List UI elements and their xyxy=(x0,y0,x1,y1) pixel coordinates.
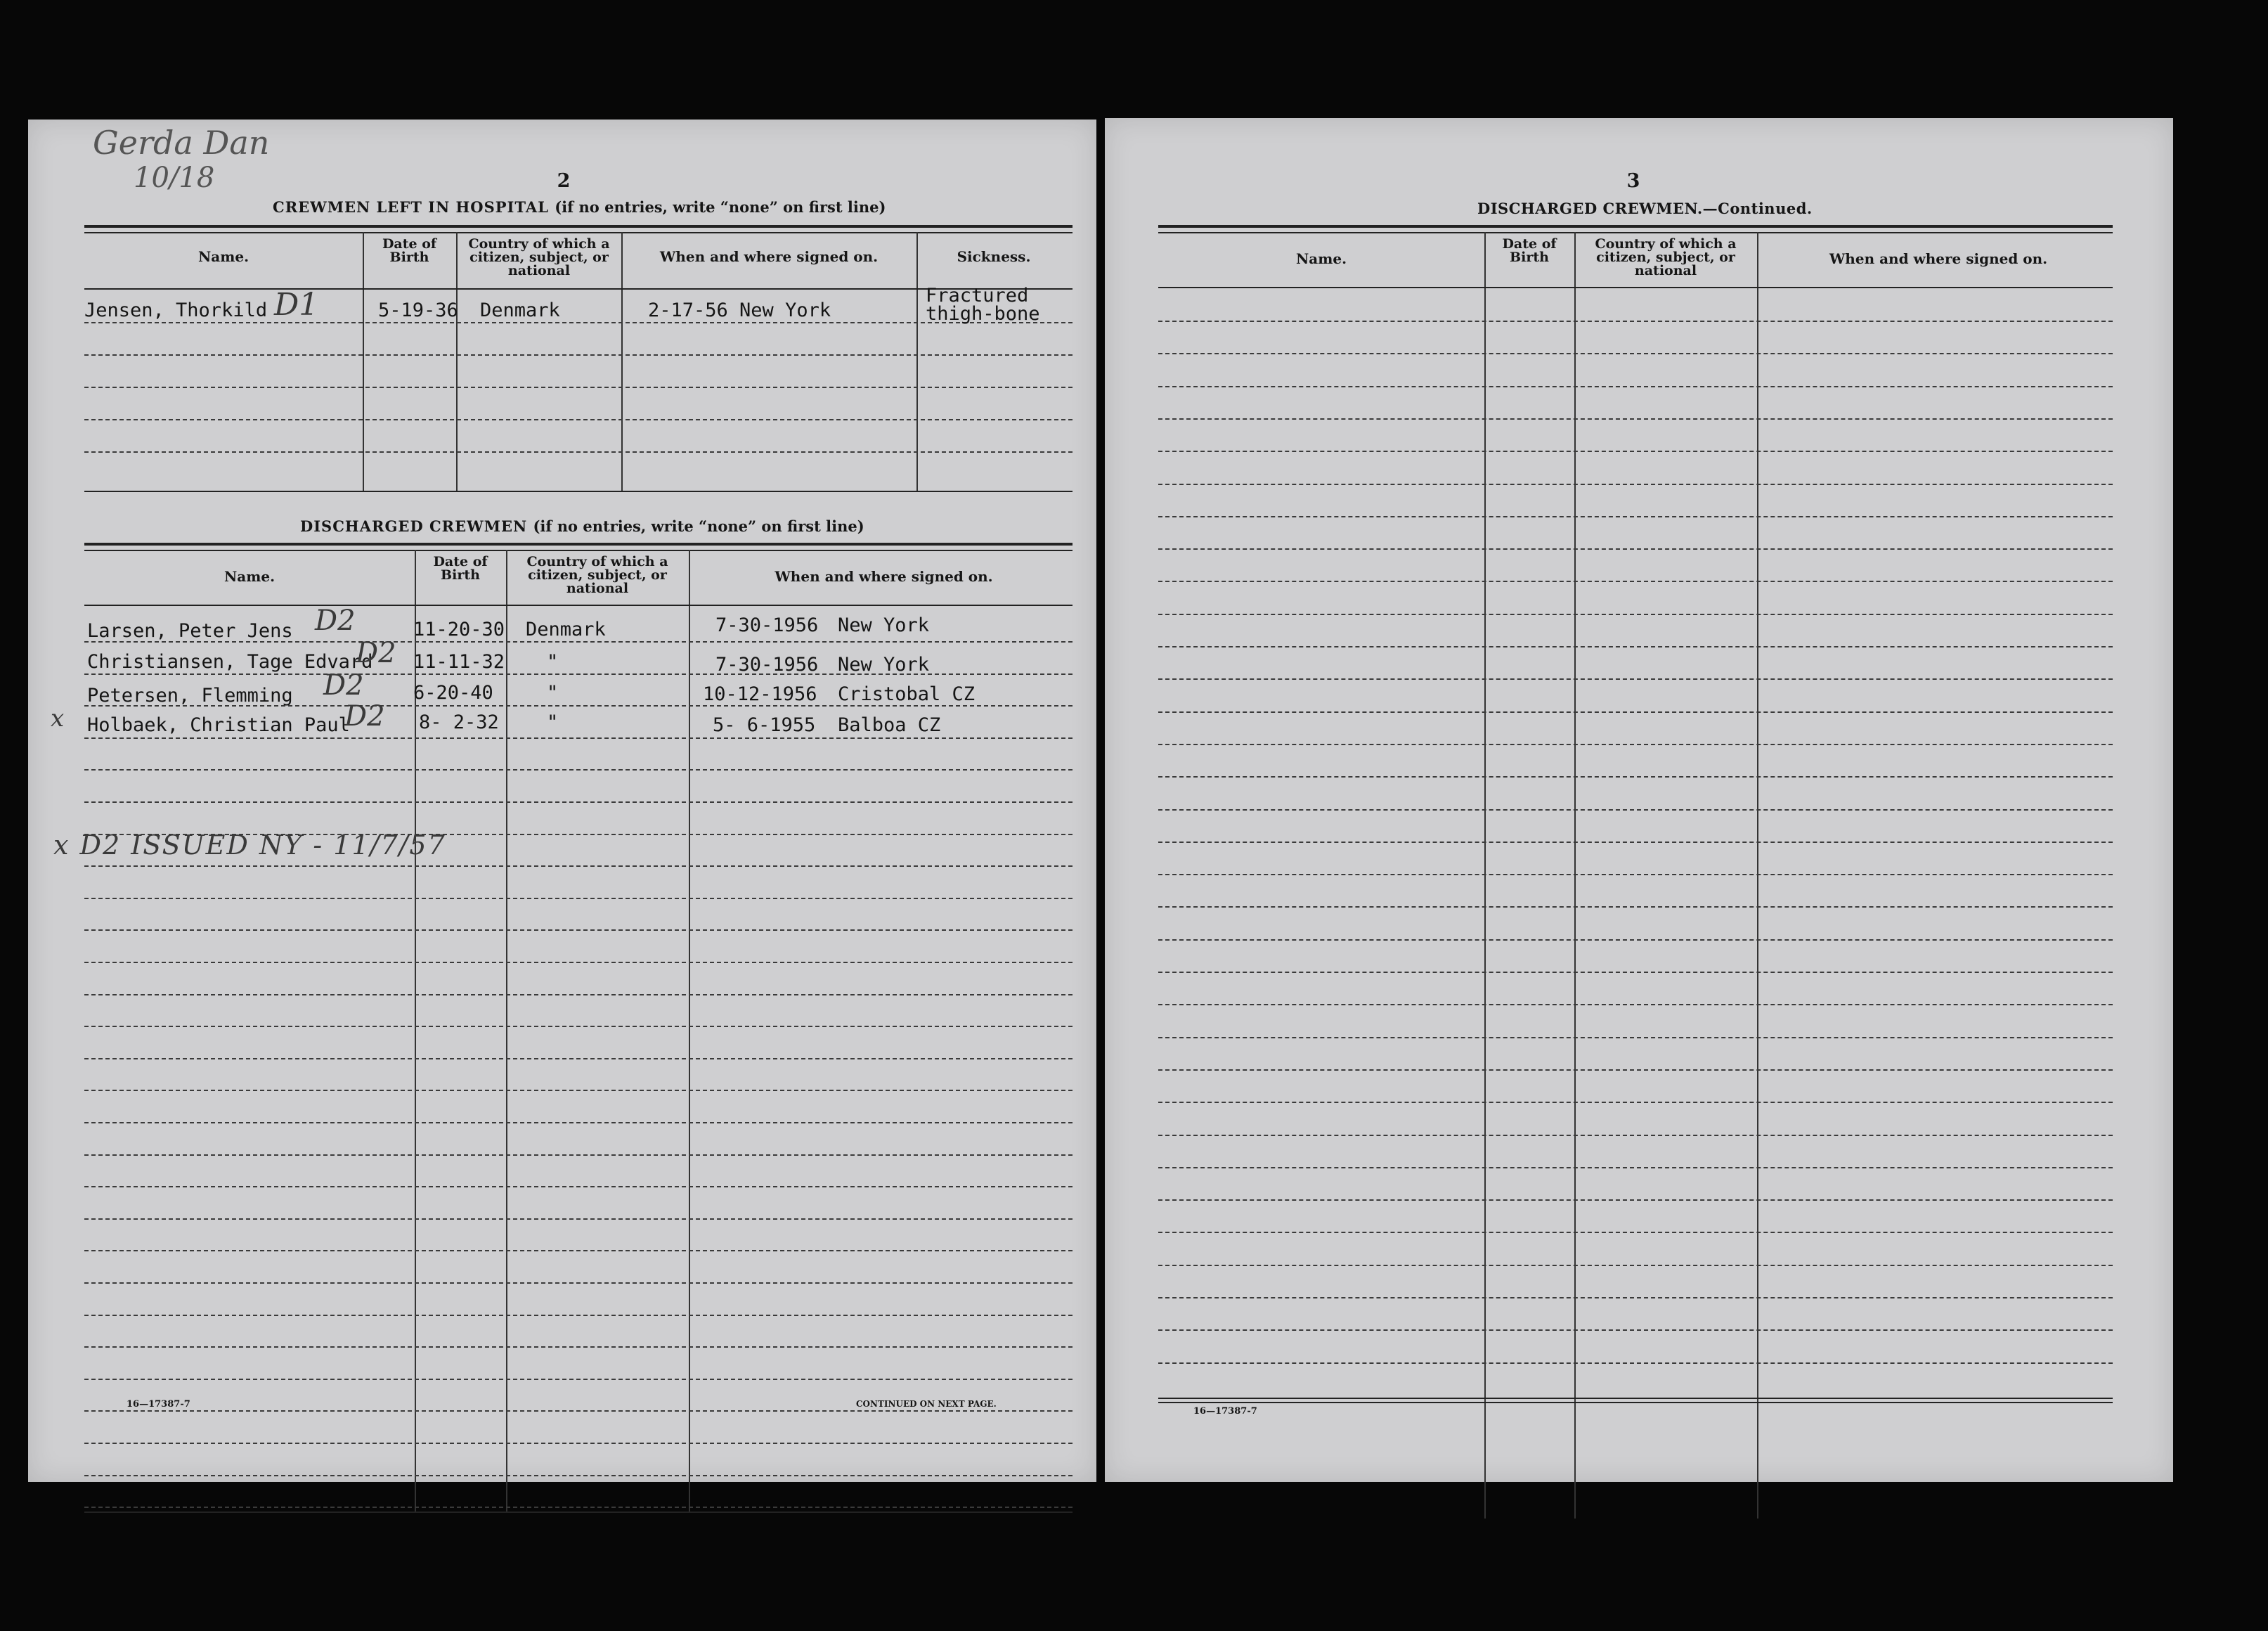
ruled-line xyxy=(1158,484,2113,485)
discharged-section-title xyxy=(300,517,864,535)
discharged-cell-signed-place: New York xyxy=(838,614,930,636)
discharged-cell-signed-place: Cristobal CZ xyxy=(838,683,976,705)
discharged-cell-name: Petersen, Flemming xyxy=(87,685,293,707)
ruled-line xyxy=(84,1475,1073,1476)
hospital-row-line xyxy=(84,451,1073,453)
discharged-cell-signed-date: 10-12-1956 xyxy=(703,683,817,705)
ruled-line xyxy=(84,1218,1073,1220)
ruled-line xyxy=(84,1122,1073,1123)
ruled-line xyxy=(1158,842,2113,843)
discharged-cell-mark: D2 xyxy=(344,700,385,733)
ruled-line xyxy=(84,1379,1073,1380)
discharged-row-prefix-mark: x xyxy=(51,704,65,733)
right-col-name: Name. xyxy=(1295,250,1347,267)
ruled-line xyxy=(84,801,1073,803)
ruled-line xyxy=(84,737,1073,739)
right-top-rule-2 xyxy=(1158,232,2113,233)
discharged-cell-signed-place: Balboa CZ xyxy=(838,714,941,736)
discharged-cell-signed-date: 7-30-1956 xyxy=(715,654,819,676)
ruled-line xyxy=(84,865,1073,867)
hospital-cell-dob: 5-19-36 xyxy=(378,299,458,321)
ruled-line xyxy=(84,769,1073,771)
ruled-line xyxy=(84,1507,1073,1508)
ruled-line xyxy=(84,1186,1073,1187)
discharged-cell-country: " xyxy=(547,711,559,733)
form-number-right: 16—17387-7 xyxy=(1193,1406,1257,1417)
discharged-cell-dob: 6-20-40 xyxy=(413,682,493,704)
hospital-cell-signed: 2-17-56 New York xyxy=(648,299,831,321)
hospital-header-rule xyxy=(84,288,1073,290)
handwritten-issued-note: x D2 ISSUED NY - 11/7/57 xyxy=(53,830,446,860)
ruled-line xyxy=(1158,1135,2113,1136)
discharged-col-country: Country of which a citizen, subject, or national xyxy=(526,554,668,596)
discharged-cell-mark: D2 xyxy=(323,669,364,702)
discharged-cell-mark: D2 xyxy=(356,637,396,669)
ruled-line xyxy=(1158,1297,2113,1298)
hospital-top-rule xyxy=(84,225,1073,228)
discharged-col-divider-2 xyxy=(506,550,507,1511)
page-number: 2 xyxy=(557,170,571,192)
discharged-top-rule xyxy=(84,543,1073,546)
ruled-line xyxy=(1158,1102,2113,1103)
ruled-line xyxy=(84,1250,1073,1251)
right-bottom-rule-2 xyxy=(1158,1402,2113,1403)
discharged-bottom-rule xyxy=(84,1511,1073,1513)
ruled-line xyxy=(1158,321,2113,322)
discharged-col-signed: When and where signed on. xyxy=(775,568,993,585)
discharged-cell-country: Denmark xyxy=(526,619,606,640)
ruled-line xyxy=(84,1058,1073,1059)
hospital-col-name: Name. xyxy=(197,248,250,265)
ruled-line xyxy=(1158,386,2113,387)
ruled-line xyxy=(1158,874,2113,875)
discharged-cell-mark: D2 xyxy=(315,605,356,637)
ruled-line xyxy=(1158,744,2113,745)
ruled-line xyxy=(1158,1004,2113,1005)
ruled-line xyxy=(84,1026,1073,1027)
hospital-row-line xyxy=(84,387,1073,388)
hospital-cell-name: Jensen, Thorkild xyxy=(84,299,268,321)
discharged-cell-dob: 11-11-32 xyxy=(413,651,505,673)
discharged-cell-dob: 11-20-30 xyxy=(413,619,505,640)
page-number: 3 xyxy=(1626,170,1640,192)
discharged-col-dob: Date of Birth xyxy=(433,554,488,583)
discharged-cell-signed-date: 7-30-1956 xyxy=(715,614,819,636)
hospital-col-signed: When and where signed on. xyxy=(659,248,879,265)
hospital-col-sickness: Sickness. xyxy=(957,248,1031,265)
discharged-cell-name: Christiansen, Tage Edvard xyxy=(87,651,373,673)
ruled-line xyxy=(1158,581,2113,582)
right-col-country: Country of which a citizen, subject, or national xyxy=(1595,236,1737,278)
ruled-line xyxy=(84,1443,1073,1444)
hospital-subtitle-text: (if no entries, write “none” on first line) xyxy=(555,198,886,216)
right-col-dob: Date of Birth xyxy=(1502,236,1557,265)
ruled-line xyxy=(84,1315,1073,1316)
discharged-subtitle-text: (if no entries, write “none” on first line) xyxy=(533,517,864,535)
ruled-line xyxy=(84,1090,1073,1091)
ruled-line xyxy=(84,1154,1073,1156)
right-header-rule xyxy=(1158,287,2113,288)
ruled-line xyxy=(1158,809,2113,811)
hospital-col-country: Country of which a citizen, subject, or national xyxy=(468,236,610,278)
ruled-line xyxy=(1158,614,2113,615)
ruled-line xyxy=(1158,1037,2113,1038)
ruled-line xyxy=(1158,516,2113,517)
ruled-line xyxy=(84,1410,1073,1412)
hospital-cell-mark: D1 xyxy=(274,287,319,323)
ruled-line xyxy=(1158,1362,2113,1364)
right-bottom-rule xyxy=(1158,1398,2113,1399)
ruled-line xyxy=(1158,353,2113,354)
ruled-line xyxy=(84,898,1073,899)
hospital-title-text: CREWMEN LEFT IN HOSPITAL xyxy=(273,198,549,216)
hospital-cell-sickness: Fractured thigh-bone xyxy=(926,285,1040,325)
hospital-col-dob: Date of Birth xyxy=(382,236,437,265)
hospital-bottom-rule xyxy=(84,491,1073,492)
hospital-col-divider-4 xyxy=(916,232,918,492)
discharged-cell-signed-place: New York xyxy=(838,654,930,676)
right-page xyxy=(1105,118,2173,1482)
ruled-line xyxy=(1158,711,2113,713)
ruled-line xyxy=(1158,1232,2113,1233)
hospital-cell-country: Denmark xyxy=(480,299,560,321)
discharged-cell-name: Larsen, Peter Jens xyxy=(87,620,293,642)
ruled-line xyxy=(84,994,1073,995)
ruled-line xyxy=(1158,678,2113,680)
ruled-line xyxy=(1158,1329,2113,1331)
ruled-line xyxy=(1158,1069,2113,1071)
ruled-line xyxy=(84,1346,1073,1348)
hospital-col-divider-3 xyxy=(621,232,623,492)
hospital-top-rule-2 xyxy=(84,232,1073,233)
discharged-cell-country: " xyxy=(547,682,559,704)
hospital-row-line xyxy=(84,354,1073,356)
right-col-signed: When and where signed on. xyxy=(1829,250,2048,267)
continued-notice: CONTINUED ON NEXT PAGE. xyxy=(856,1399,997,1409)
hospital-section-title xyxy=(273,198,886,216)
discharged-col-name: Name. xyxy=(223,568,276,585)
right-top-rule xyxy=(1158,225,2113,228)
ruled-line xyxy=(1158,1167,2113,1168)
ruled-line xyxy=(1158,451,2113,452)
form-number-left: 16—17387-7 xyxy=(127,1399,190,1410)
handwritten-date: 10/18 xyxy=(134,162,215,194)
ruled-line xyxy=(1158,418,2113,420)
discharged-cell-country: " xyxy=(547,651,559,673)
ruled-line xyxy=(1158,646,2113,647)
ruled-line xyxy=(1158,1265,2113,1266)
discharged-top-rule-2 xyxy=(84,550,1073,551)
hospital-row-line xyxy=(84,322,1073,323)
ruled-line xyxy=(1158,1199,2113,1201)
discharged-cell-dob: 8- 2-32 xyxy=(419,711,499,733)
ruled-line xyxy=(84,962,1073,963)
discharged-col-divider-3 xyxy=(689,550,690,1511)
ruled-line xyxy=(1158,939,2113,941)
handwritten-vessel-name: Gerda Dan xyxy=(93,124,270,162)
right-section-title: DISCHARGED CREWMEN.—Continued. xyxy=(1477,200,1813,217)
discharged-cell-name: Holbaek, Christian Paul xyxy=(87,714,350,736)
discharged-header-rule xyxy=(84,605,1073,606)
left-page xyxy=(28,120,1096,1482)
ruled-line xyxy=(84,929,1073,931)
ruled-line xyxy=(1158,548,2113,550)
discharged-cell-signed-date: 5- 6-1955 xyxy=(713,714,816,736)
ruled-line xyxy=(1158,972,2113,973)
ruled-line xyxy=(1158,906,2113,908)
hospital-row-line xyxy=(84,419,1073,420)
hospital-col-divider-1 xyxy=(363,232,364,492)
hospital-col-divider-2 xyxy=(456,232,458,492)
discharged-title-text: DISCHARGED CREWMEN xyxy=(300,517,528,535)
ruled-line xyxy=(1158,776,2113,778)
ruled-line xyxy=(84,1282,1073,1284)
